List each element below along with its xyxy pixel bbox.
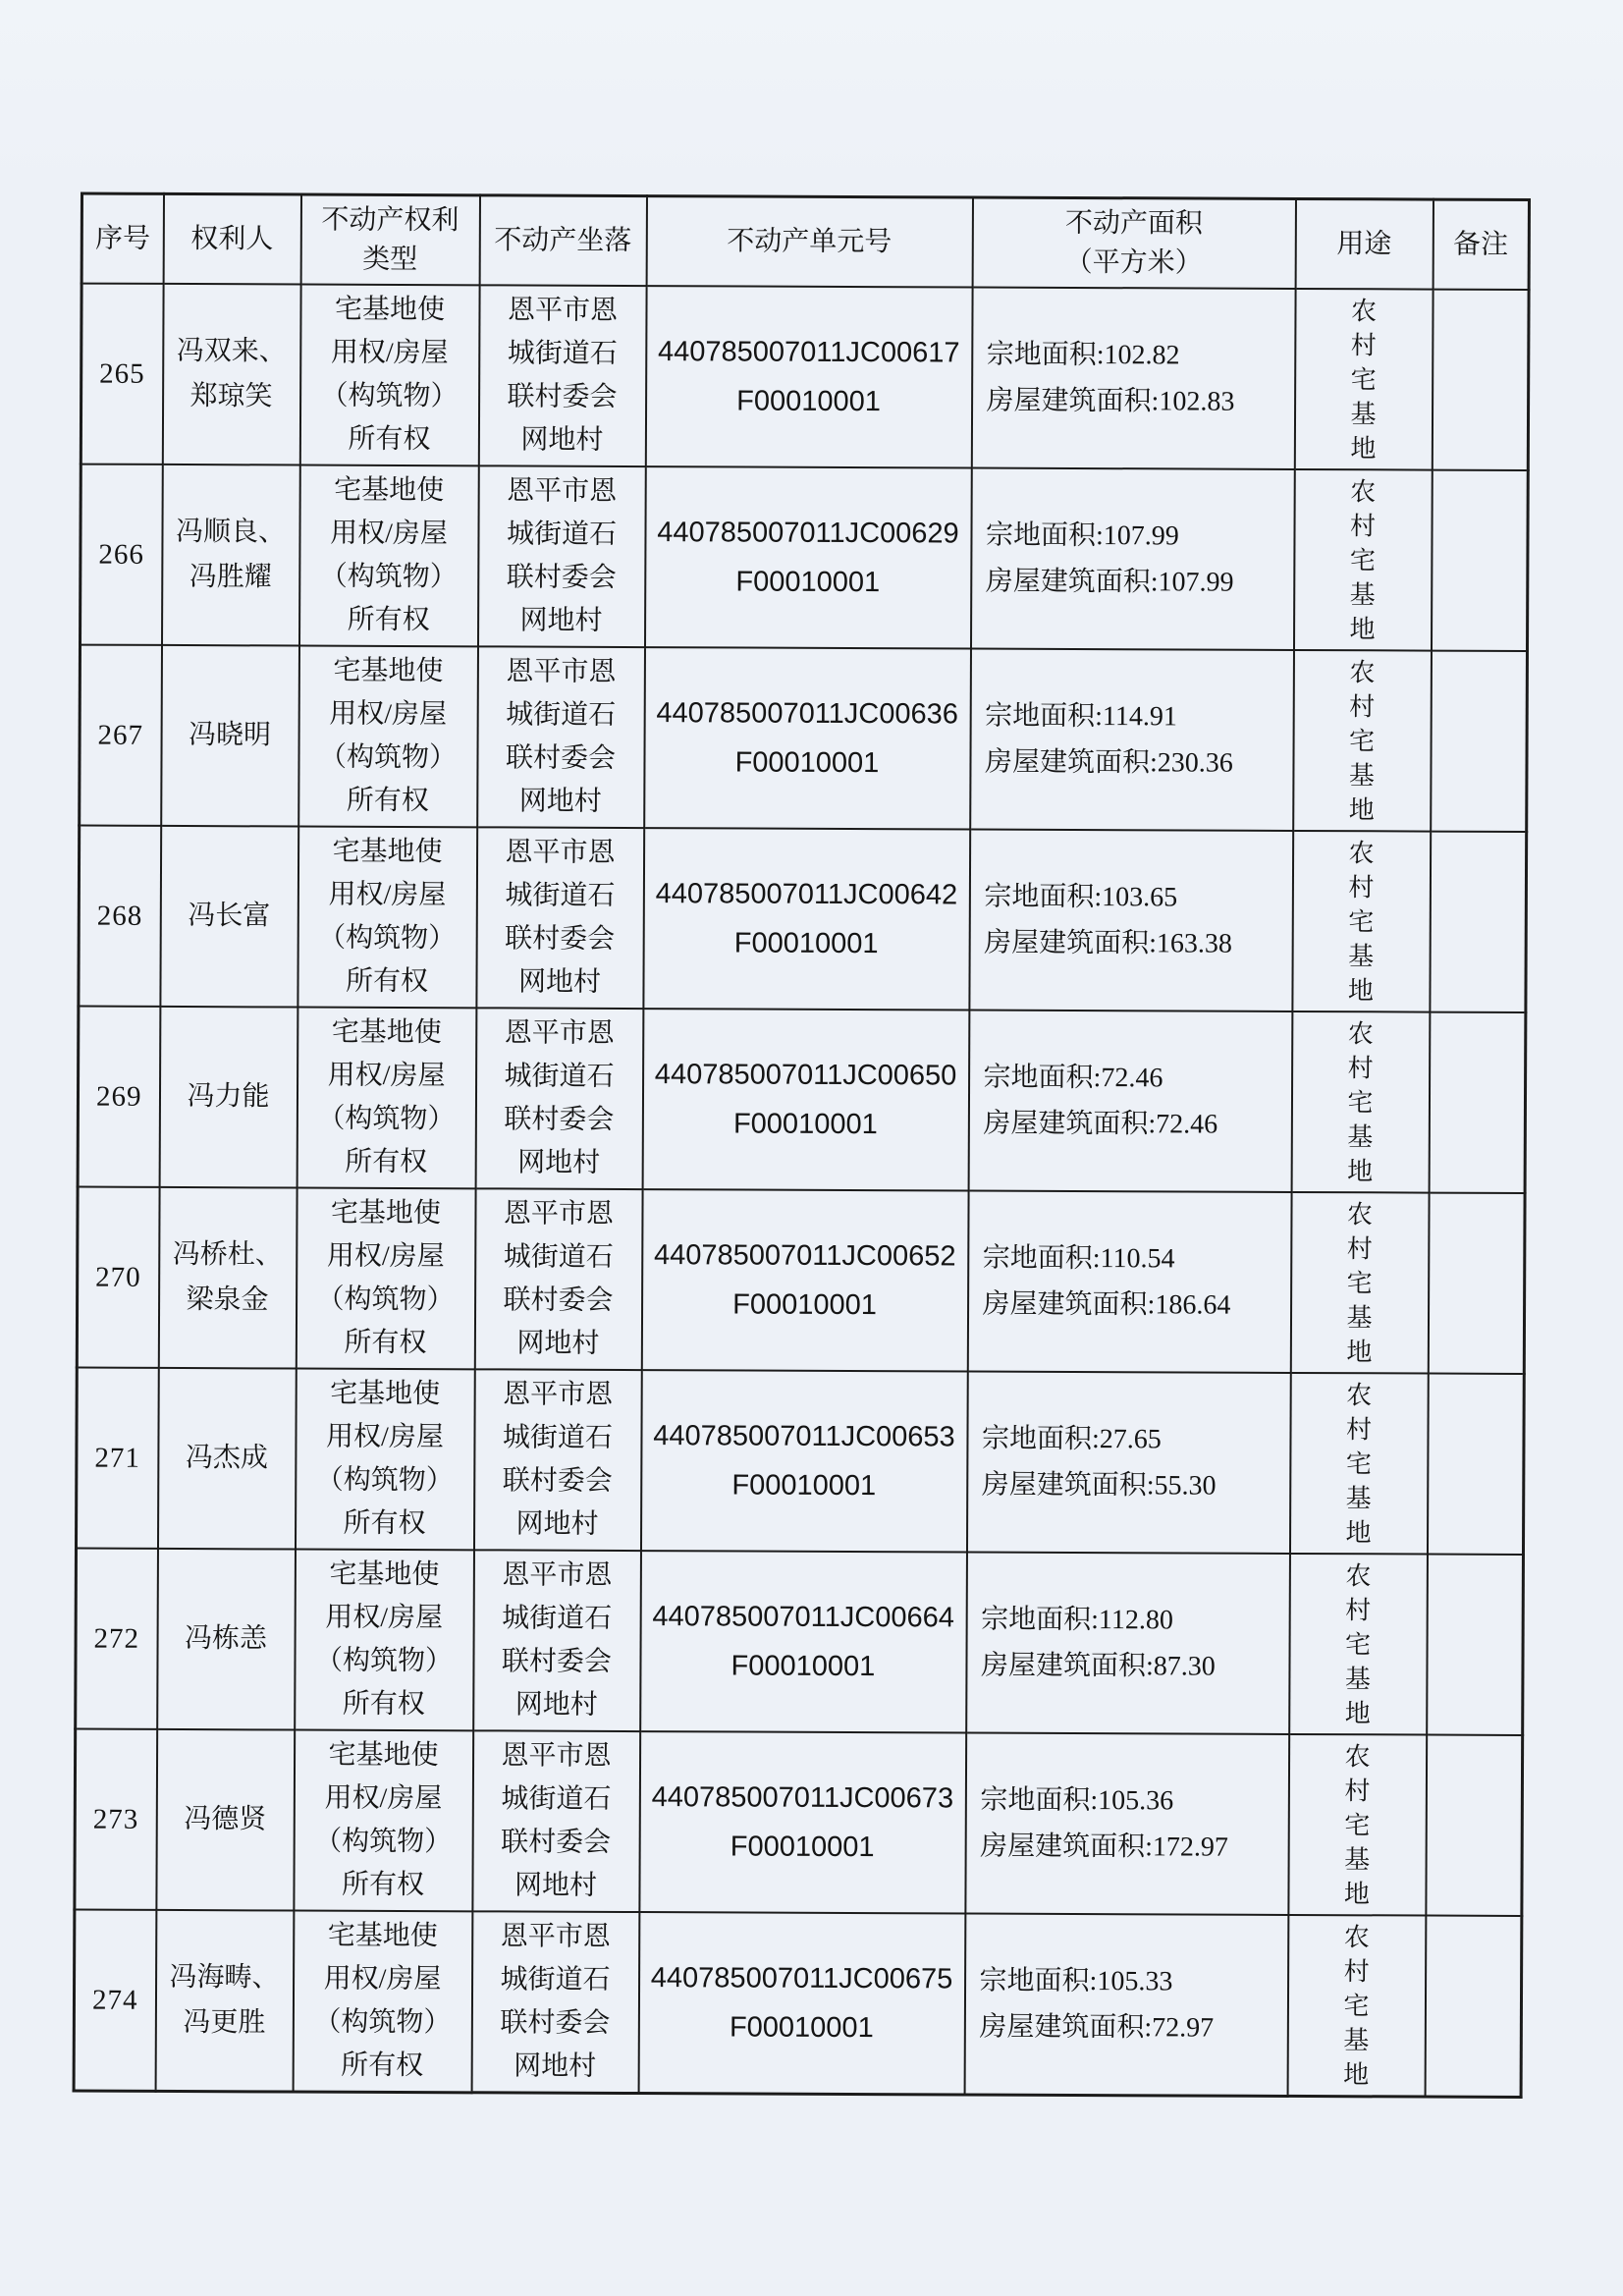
header-usage: 用途: [1295, 198, 1433, 289]
table-row: [81, 465, 1529, 651]
table-row: [80, 645, 1528, 832]
cell-location: 恩平市恩 城街道石 联村委会 网地村: [478, 285, 646, 466]
cell-location: 恩平市恩 城街道石 联村委会 网地村: [477, 465, 645, 647]
table-row: [79, 826, 1527, 1012]
header-seq: 序号: [81, 193, 163, 284]
cell-owner: 冯德贤: [156, 1729, 295, 1911]
cell-area: 宗地面积:114.91 房屋建筑面积:230.36: [970, 649, 1294, 831]
cell-location: 恩平市恩 城街道石 联村委会 网地村: [473, 1369, 641, 1551]
cell-owner: 冯栋恙: [157, 1549, 296, 1730]
table-body: [74, 284, 1529, 2098]
cell-remark: [1431, 470, 1528, 651]
cell-seq: 271: [76, 1368, 158, 1549]
cell-owner: 冯海畴、 冯更胜: [155, 1910, 294, 2092]
header-location: 不动产坐落: [479, 195, 646, 286]
header-right-type: 不动产权利 类型: [300, 194, 479, 285]
cell-remark: [1427, 1555, 1524, 1735]
cell-area: 宗地面积:112.80 房屋建筑面积:87.30: [966, 1553, 1290, 1734]
cell-owner: 冯双来、 郑琼笑: [162, 284, 300, 465]
cell-unit-no: 440785007011JC00675 F00010001: [638, 1912, 965, 2095]
table-row: [78, 1007, 1526, 1193]
cell-seq: 270: [77, 1187, 159, 1368]
header-area: 不动产面积 （平方米）: [972, 197, 1295, 289]
cell-area: 宗地面积:105.36 房屋建筑面积:172.97: [965, 1733, 1289, 1915]
cell-seq: 273: [75, 1729, 157, 1910]
table-header-row: [81, 193, 1529, 290]
cell-remark: [1426, 1735, 1523, 1916]
cell-right-type: 宅基地使 用权/房屋 （构筑物） 所有权: [293, 1911, 472, 2093]
cell-usage: 农 村 宅 基 地: [1292, 831, 1431, 1012]
cell-unit-no: 440785007011JC00653 F00010001: [640, 1370, 967, 1552]
cell-usage: 农 村 宅 基 地: [1289, 1373, 1428, 1555]
cell-remark: [1431, 651, 1528, 832]
cell-unit-no: 440785007011JC00650 F00010001: [642, 1009, 969, 1190]
cell-right-type: 宅基地使 用权/房屋 （构筑物） 所有权: [295, 1550, 474, 1731]
cell-location: 恩平市恩 城街道石 联村委会 网地村: [473, 1550, 641, 1731]
cell-right-type: 宅基地使 用权/房屋 （构筑物） 所有权: [299, 465, 479, 647]
cell-area: 宗地面积:102.82 房屋建筑面积:102.83: [971, 288, 1295, 469]
cell-unit-no: 440785007011JC00636 F00010001: [644, 647, 971, 829]
cell-remark: [1429, 1012, 1526, 1193]
table-row: [81, 284, 1529, 470]
cell-owner: 冯晓明: [161, 645, 299, 827]
header-unit-no: 不动产单元号: [646, 196, 972, 288]
cell-right-type: 宅基地使 用权/房屋 （构筑物） 所有权: [296, 1188, 475, 1370]
cell-remark: [1425, 1916, 1522, 2098]
table-row: [76, 1549, 1524, 1735]
cell-area: 宗地面积:27.65 房屋建筑面积:55.30: [966, 1372, 1290, 1554]
table-row: [74, 1910, 1522, 2098]
cell-remark: [1428, 1193, 1525, 1374]
cell-seq: 274: [74, 1910, 156, 2092]
cell-area: 宗地面积:103.65 房屋建筑面积:163.38: [969, 830, 1293, 1011]
cell-remark: [1430, 832, 1527, 1012]
cell-seq: 267: [80, 645, 162, 826]
cell-right-type: 宅基地使 用权/房屋 （构筑物） 所有权: [298, 646, 478, 828]
header-owner: 权利人: [163, 193, 300, 284]
cell-owner: 冯杰成: [157, 1368, 296, 1550]
cell-right-type: 宅基地使 用权/房屋 （构筑物） 所有权: [299, 285, 479, 466]
cell-location: 恩平市恩 城街道石 联村委会 网地村: [472, 1730, 640, 1912]
cell-area: 宗地面积:110.54 房屋建筑面积:186.64: [967, 1191, 1291, 1373]
cell-seq: 269: [78, 1007, 160, 1187]
cell-seq: 268: [79, 826, 161, 1007]
cell-right-type: 宅基地使 用权/房屋 （构筑物） 所有权: [294, 1730, 473, 1912]
cell-unit-no: 440785007011JC00642 F00010001: [643, 828, 970, 1010]
cell-usage: 农 村 宅 基 地: [1289, 1554, 1428, 1735]
cell-owner: 冯顺良、 冯胜耀: [162, 465, 300, 646]
property-registry-table: [73, 192, 1531, 2099]
cell-usage: 农 村 宅 基 地: [1293, 469, 1432, 651]
cell-right-type: 宅基地使 用权/房屋 （构筑物） 所有权: [297, 1008, 476, 1189]
cell-usage: 农 村 宅 基 地: [1294, 289, 1433, 470]
cell-area: 宗地面积:107.99 房屋建筑面积:107.99: [970, 468, 1294, 650]
cell-usage: 农 村 宅 基 地: [1287, 1915, 1426, 2097]
cell-seq: 272: [76, 1549, 158, 1729]
cell-seq: 266: [81, 465, 163, 645]
cell-usage: 农 村 宅 基 地: [1293, 650, 1432, 832]
cell-unit-no: 440785007011JC00652 F00010001: [641, 1189, 968, 1371]
cell-area: 宗地面积:105.33 房屋建筑面积:72.97: [964, 1914, 1288, 2097]
table-row: [75, 1729, 1523, 1916]
cell-owner: 冯力能: [159, 1007, 298, 1188]
cell-unit-no: 440785007011JC00617 F00010001: [645, 286, 972, 467]
cell-remark: [1427, 1374, 1524, 1555]
cell-owner: 冯桥杜、 梁泉金: [158, 1187, 297, 1369]
cell-location: 恩平市恩 城街道石 联村委会 网地村: [471, 1911, 639, 2093]
table-row: [76, 1368, 1524, 1555]
table-row: [77, 1187, 1525, 1374]
cell-location: 恩平市恩 城街道石 联村委会 网地村: [476, 827, 644, 1009]
cell-remark: [1432, 290, 1529, 470]
cell-seq: 265: [81, 284, 163, 465]
cell-location: 恩平市恩 城街道石 联村委会 网地村: [474, 1188, 642, 1370]
cell-area: 宗地面积:72.46 房屋建筑面积:72.46: [968, 1011, 1292, 1192]
cell-usage: 农 村 宅 基 地: [1288, 1734, 1427, 1916]
cell-unit-no: 440785007011JC00629 F00010001: [644, 466, 971, 648]
cell-location: 恩平市恩 城街道石 联村委会 网地村: [477, 646, 645, 828]
cell-location: 恩平市恩 城街道石 联村委会 网地村: [475, 1008, 643, 1189]
cell-unit-no: 440785007011JC00664 F00010001: [640, 1551, 967, 1732]
cell-usage: 农 村 宅 基 地: [1291, 1011, 1430, 1193]
cell-owner: 冯长富: [160, 826, 298, 1008]
cell-usage: 农 村 宅 基 地: [1290, 1192, 1429, 1374]
cell-right-type: 宅基地使 用权/房屋 （构筑物） 所有权: [295, 1369, 474, 1551]
cell-unit-no: 440785007011JC00673 F00010001: [639, 1731, 966, 1913]
header-remark: 备注: [1433, 199, 1529, 290]
cell-right-type: 宅基地使 用权/房屋 （构筑物） 所有权: [298, 827, 477, 1009]
